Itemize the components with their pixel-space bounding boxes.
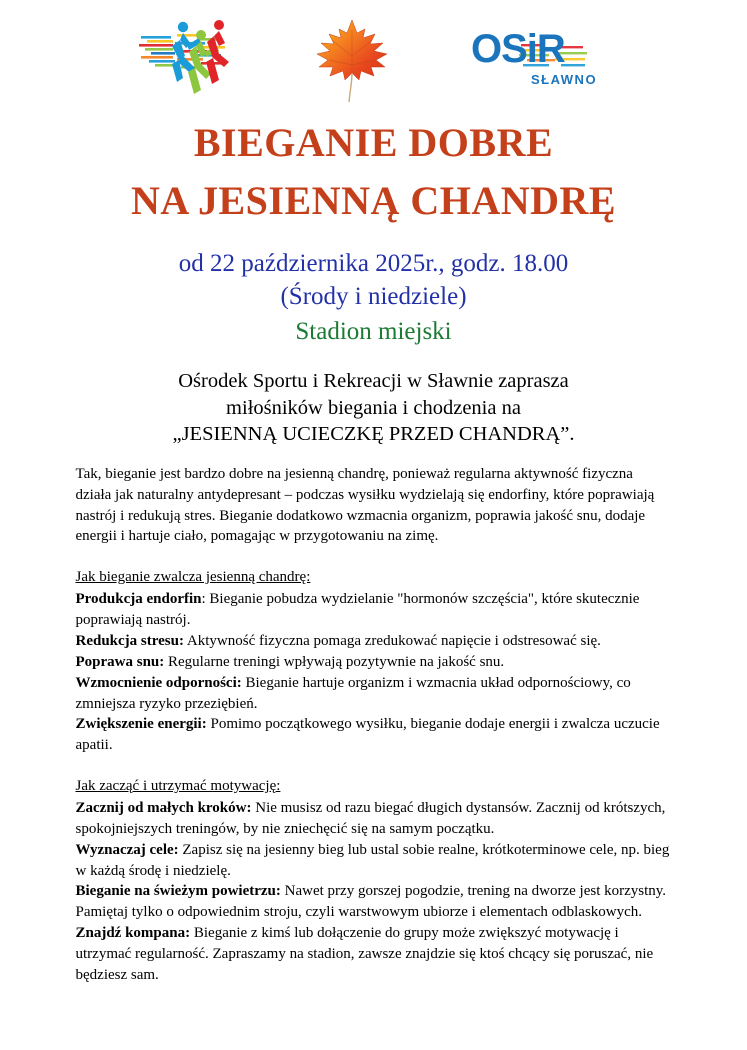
section-item-text: Bieganie z kimś lub dołączenie do grupy może zwiększyć motywację i utrzymać regularność. Zapraszamy na stadion, zawsze znajdzie się ktoś chcący się poruszać, nie będziesz sam.: [75, 925, 654, 983]
section-item-text: Aktywność fizyczna pomaga zredukować napięcie i odstresować się.: [183, 632, 601, 649]
section-heading: Jak bieganie zwalcza jesienną chandrę:: [75, 569, 311, 586]
poster-title: [0, 114, 747, 230]
svg-text:OSiR: OSiR: [470, 27, 565, 71]
runners-logo-slot: [139, 16, 235, 104]
osir-sławno-logo: [469, 16, 609, 96]
event-days: (Środy i niedziele): [280, 282, 467, 310]
invitation-block: [0, 368, 747, 448]
section-item-text: Nie musisz od razu biegać długich dystansów. Zacznij od krótszych, spokojniejszych treningów, by nie zniechęcić się na samym początku.: [75, 800, 666, 837]
section-item: [76, 881, 672, 923]
section-item-lead: Wzmocnienie odporności:: [75, 674, 242, 691]
section-item: [76, 652, 672, 673]
section-item-lead: Wyznaczaj cele:: [75, 841, 179, 858]
runners-logo: [139, 16, 235, 104]
section-item-lead: Poprawa snu:: [75, 653, 165, 670]
maple-leaf-logo-slot: [313, 16, 391, 106]
event-details: [0, 248, 747, 348]
body-content: [76, 464, 672, 986]
section-heading: Jak zacząć i utrzymać motywację:: [75, 778, 281, 795]
section-item-lead: Zacznij od małych kroków:: [75, 800, 252, 817]
section-item: [76, 798, 672, 840]
section-item-text: Pomimo początkowego wysiłku, bieganie dodaje energii i zwalcza uczucie apatii.: [75, 716, 660, 754]
intro-paragraph: Tak, bieganie jest bardzo dobre na jesienną chandrę, ponieważ regularna aktywność fizyczna działa jak naturalny antydepresant – podczas wysiłku wydzielają się endorfiny, które poprawiają nastrój i redukują stres. Bieganie dodatkowo wzmacnia organizm, poprawia jakość snu, dodaje energii i hartuje ciało, pomagając w przygotowaniu na zimę.: [75, 465, 655, 545]
section-item-lead: Zwiększenie energii:: [75, 716, 207, 733]
section-item-text: Zapisz się na jesienny bieg lub ustal sobie realne, krótkoterminowe cele, np. bieg w każdą środę i niedzielę.: [75, 841, 670, 879]
section-item: [76, 631, 672, 652]
section: [76, 567, 672, 756]
invitation-line-1: Ośrodek Sportu i Rekreacji w Sławnie zaprasza: [178, 370, 569, 392]
section-item: [76, 714, 672, 756]
svg-text:SŁAWNO: SŁAWNO: [530, 72, 597, 87]
section-item-lead: Bieganie na świeżym powietrzu:: [75, 883, 281, 900]
section-item: [76, 589, 672, 631]
section-item-text: Regularne treningi wpływają pozytywnie na jakość snu.: [164, 653, 505, 670]
title-line-2: NA JESIENNĄ CHANDRĘ: [130, 178, 617, 223]
event-date: od 22 października 2025r., godz. 18.00: [178, 250, 569, 277]
section-item: [76, 923, 672, 986]
section-item-text: Nawet przy gorszej pogodzie, trening na dworze jest korzystny. Pamiętaj tylko o odpowiednim stroju, czyli warstwowym ubiorze i elementach odblaskowych.: [75, 883, 667, 921]
title-line-1: BIEGANIE DOBRE: [193, 120, 554, 165]
section-item-text: Bieganie hartuje organizm i wzmacnia układ odpornościowy, co zmniejsza ryzyko przeziębień.: [75, 674, 631, 712]
event-venue: Stadion miejski: [295, 318, 452, 345]
invitation-line-3: „JESIENNĄ UCIECZKĘ PRZED CHANDRĄ”.: [172, 423, 575, 446]
section-item: [76, 673, 672, 715]
section-item-lead: Redukcja stresu:: [75, 632, 184, 649]
osir-logo-slot: [469, 16, 609, 96]
section-item: [76, 840, 672, 882]
section-item-text: : Bieganie pobudza wydzielanie "hormonów szczęścia", które skutecznie poprawiają nastrój.: [75, 591, 640, 629]
section-item-lead: Produkcja endorfin: [75, 591, 202, 608]
sections-container: [76, 567, 672, 985]
logo-row: [0, 0, 747, 104]
invitation-line-2: miłośników biegania i chodzenia na: [226, 396, 521, 419]
autumn-maple-leaf-icon: [313, 16, 391, 106]
section-item-lead: Znajdź kompana:: [75, 925, 191, 942]
section: [76, 776, 672, 986]
